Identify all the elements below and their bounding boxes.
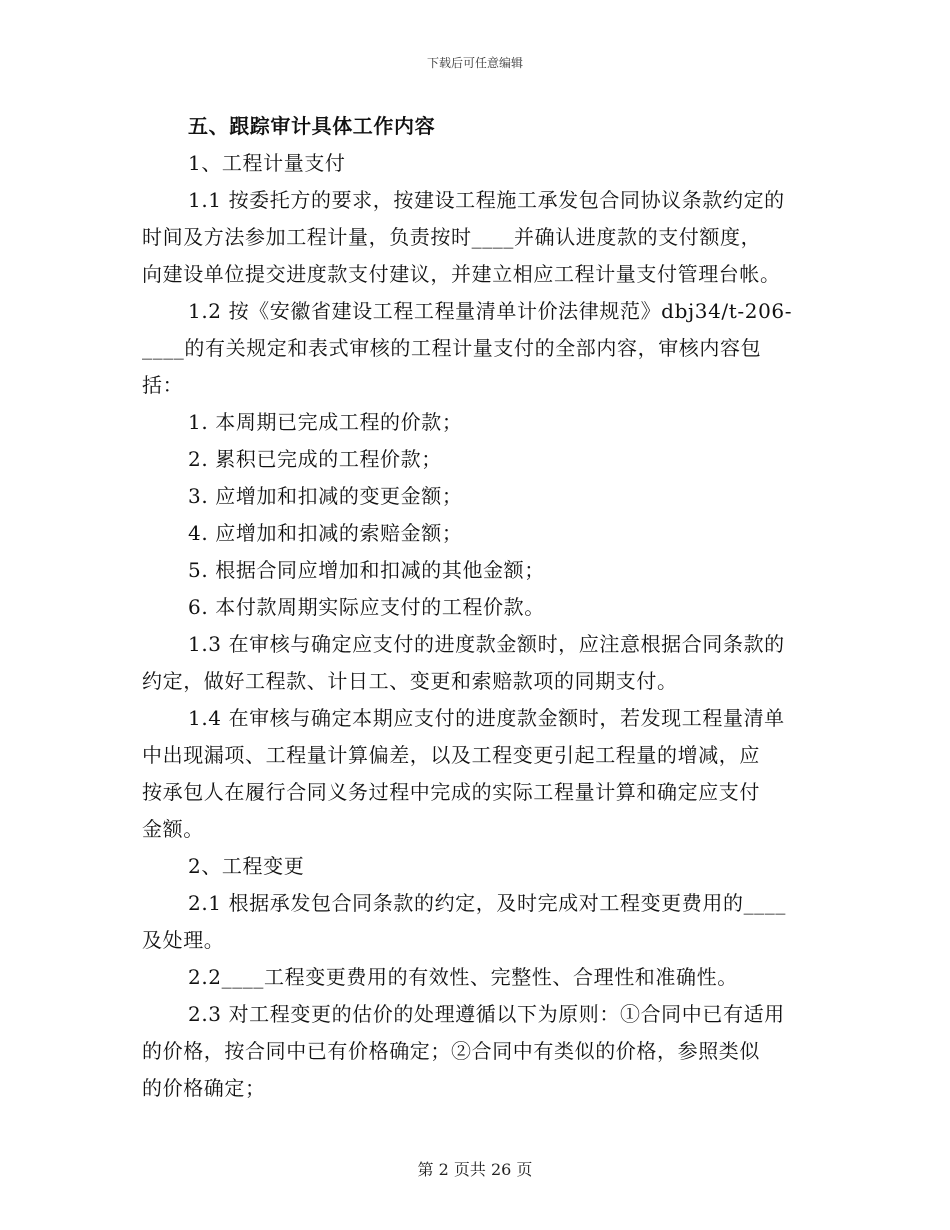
paragraph-line: 1.1 按委托方的要求，按建设工程施工承发包合同协议条款约定的 [188, 188, 785, 212]
paragraph-line: 2. 累积已完成的工程价款； [188, 447, 442, 471]
paragraph-line: 6. 本付款周期实际应支付的工程价款。 [188, 595, 545, 619]
paragraph-line: 1. 本周期已完成工程的价款； [188, 410, 463, 434]
paragraph-line: 1、工程计量支付 [188, 151, 346, 175]
paragraph-line: 3. 应增加和扣减的变更金额； [188, 484, 463, 508]
paragraph-line: 中出现漏项、工程量计算偏差，以及工程变更引起工程量的增减，应 [142, 743, 760, 767]
paragraph-line: 的价格确定； [142, 1076, 266, 1100]
paragraph-line: 2.1 根据承发包合同条款的约定，及时完成对工程变更费用的____ [188, 891, 786, 915]
paragraph-line: 约定，做好工程款、计日工、变更和索赔款项的同期支付。 [142, 669, 678, 693]
page-footer: 第 2 页共 26 页 [417, 1160, 533, 1179]
section-heading: 五、跟踪审计具体工作内容 [188, 114, 436, 138]
paragraph-line: 时间及方法参加工程计量，负责按时____并确认进度款的支付额度， [142, 225, 762, 249]
paragraph-line: 金额。 [142, 817, 204, 841]
paragraph-line: 1.4 在审核与确定本期应支付的进度款金额时，若发现工程量清单 [188, 706, 785, 730]
paragraph-line: 4. 应增加和扣减的索赔金额； [188, 521, 463, 545]
paragraph-line: 2、工程变更 [188, 854, 305, 878]
paragraph-line: 及处理。 [142, 928, 225, 952]
paragraph-line: 的价格，按合同中已有价格确定；②合同中有类似的价格，参照类似 [142, 1039, 760, 1063]
page-header: 下载后可任意编辑 [426, 56, 523, 70]
paragraph-line: 2.3 对工程变更的估价的处理遵循以下为原则：①合同中已有适用 [188, 1002, 785, 1026]
document-body [142, 108, 812, 1107]
paragraph-line: 括： [142, 373, 184, 397]
paragraph-line: 按承包人在履行合同义务过程中完成的实际工程量计算和确定应支付 [142, 780, 760, 804]
paragraph-line: 1.2 按《安徽省建设工程工程量清单计价法律规范》dbj34/t-206- [188, 299, 793, 323]
paragraph-line: ____的有关规定和表式审核的工程计量支付的全部内容，审核内容包 [142, 336, 762, 360]
paragraph-line: 向建设单位提交进度款支付建议，并建立相应工程计量支付管理台帐。 [142, 262, 781, 286]
paragraph-line: 5. 根据合同应增加和扣减的其他金额； [188, 558, 545, 582]
paragraph-line: 2.2____工程变更费用的有效性、完整性、合理性和准确性。 [188, 965, 738, 989]
paragraph-line: 1.3 在审核与确定应支付的进度款金额时，应注意根据合同条款的 [188, 632, 785, 656]
